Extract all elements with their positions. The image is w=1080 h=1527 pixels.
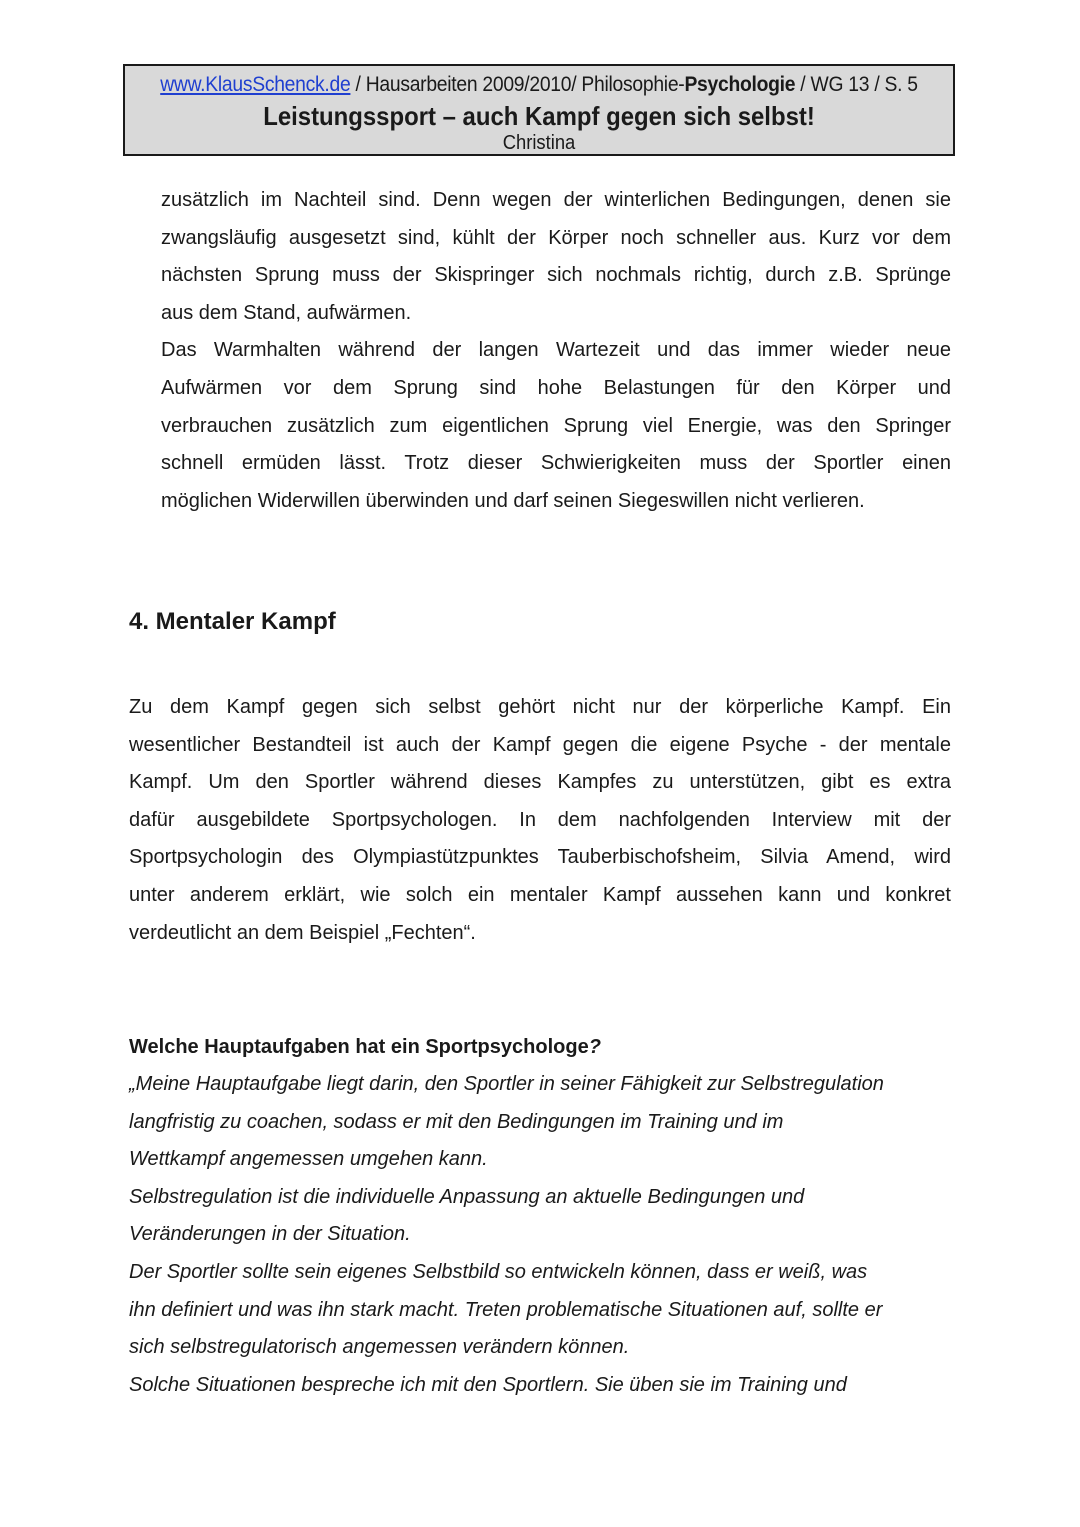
answer-line: Der Sportler sollte sein eigenes Selbstbild so entwickeln können, dass er weiß, was <box>129 1260 868 1283</box>
text-line: zusätzlich im Nachteil sind. Denn wegen der winterlichen Bedingungen, denen sie <box>161 189 951 211</box>
intro-paragraph <box>161 182 951 520</box>
header-path <box>158 72 920 98</box>
interview-question <box>129 1030 601 1064</box>
text-line: verdeutlicht an dem Beispiel „Fechten“. <box>129 921 476 944</box>
text-line: wesentlicher Bestandteil ist auch der Kampf gegen die eigene Psyche - der mentale <box>129 733 951 756</box>
text-line: Zu dem Kampf gegen sich selbst gehört nicht nur der körperliche Kampf. Ein <box>129 696 951 718</box>
document-title: Leistungssport – auch Kampf gegen sich selbst! <box>263 101 815 131</box>
section-paragraph <box>129 689 951 952</box>
header-path-pre: / Hausarbeiten 2009/2010/ Philosophie- <box>350 73 685 96</box>
header-path-post: / WG 13 / S. 5 <box>795 73 918 96</box>
answer-line: langfristig zu coachen, sodass er mit den Bedingungen im Training und im <box>129 1110 784 1133</box>
text-line: möglichen Widerwillen überwinden und darf seinen Siegeswillen nicht verlieren. <box>161 489 865 512</box>
answer-line: Veränderungen in der Situation. <box>129 1223 411 1246</box>
text-line: nächsten Sprung muss der Skispringer sich nochmals richtig, durch z.B. Sprünge <box>161 264 951 287</box>
section-heading: 4. Mentaler Kampf <box>129 608 336 635</box>
interview-answer <box>129 1066 959 1404</box>
text-line: Aufwärmen vor dem Sprung sind hohe Belastungen für den Körper und <box>161 376 951 399</box>
document-author: Christina <box>502 132 576 154</box>
answer-line: sich selbstregulatorisch angemessen verändern können. <box>129 1336 630 1359</box>
answer-line: Wettkampf angemessen umgehen kann. <box>129 1148 488 1171</box>
website-link[interactable]: www.KlausSchenck.de <box>160 73 351 96</box>
answer-line: Solche Situationen bespreche ich mit den Sportlern. Sie üben sie im Training und <box>129 1373 847 1396</box>
text-line: Das Warmhalten während der langen Wartezeit und das immer wieder neue <box>161 339 951 362</box>
text-line: schnell ermüden lässt. Trotz dieser Schwierigkeiten muss der Sportler einen <box>161 452 951 475</box>
answer-line: ihn definiert und was ihn stark macht. Treten problematische Situationen auf, sollte er <box>129 1298 883 1321</box>
page-header <box>123 64 955 156</box>
text-line: unter anderem erklärt, wie solch ein mentaler Kampf aussehen kann und konkret <box>129 883 951 906</box>
text-line: zwangsläufig ausgesetzt sind, kühlt der Körper noch schneller aus. Kurz vor dem <box>161 226 951 249</box>
text-line: Kampf. Um den Sportler während dieses Kampfes zu unterstützen, gibt es extra <box>129 771 951 794</box>
answer-line: „Meine Hauptaufgabe liegt darin, den Sportler in seiner Fähigkeit zur Selbstregulation <box>129 1073 884 1095</box>
question-mark: ? <box>588 1036 601 1058</box>
text-line: verbrauchen zusätzlich zum eigentlichen Sprung viel Energie, was den Springer <box>161 414 951 437</box>
text-line: dafür ausgebildete Sportpsychologen. In dem nachfolgenden Interview mit der <box>129 808 951 831</box>
text-line: Sportpsychologin des Olympiastützpunktes Tauberbischofsheim, Silvia Amend, wird <box>129 846 951 869</box>
question-text: Welche Hauptaufgaben hat ein Sportpsychologe <box>129 1036 589 1058</box>
header-path-bold: Psychologie <box>684 73 796 96</box>
text-line: aus dem Stand, aufwärmen. <box>161 301 412 324</box>
answer-line: Selbstregulation ist die individuelle Anpassung an aktuelle Bedingungen und <box>129 1185 805 1208</box>
